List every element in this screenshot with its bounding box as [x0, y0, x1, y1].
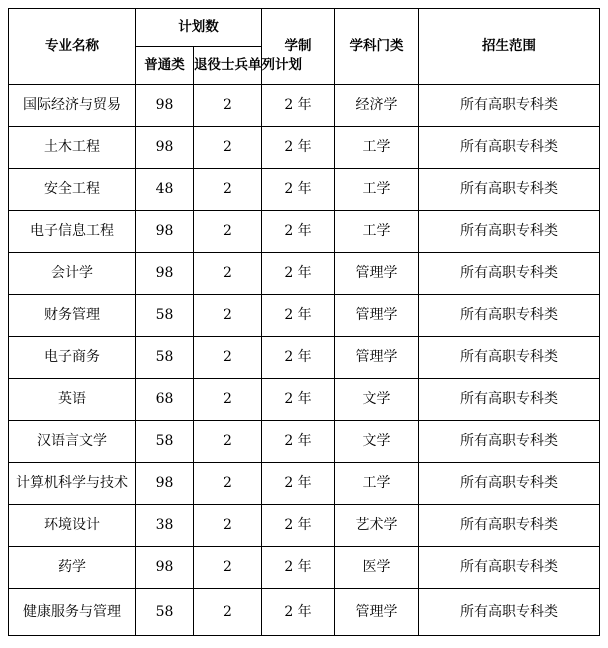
cell-regular: 58 [136, 589, 194, 636]
cell-category: 经济学 [335, 85, 419, 127]
cell-scope: 所有高职专科类 [419, 127, 600, 169]
cell-duration: 2 年 [262, 463, 335, 505]
cell-major: 健康服务与管理 [9, 589, 136, 636]
cell-regular: 48 [136, 169, 194, 211]
cell-veteran: 2 [194, 547, 262, 589]
cell-category: 医学 [335, 547, 419, 589]
table-row [9, 505, 600, 547]
cell-duration: 2 年 [262, 253, 335, 295]
cell-duration: 2 年 [262, 589, 335, 636]
cell-duration: 2 年 [262, 379, 335, 421]
header-major: 专业名称 [9, 9, 136, 85]
cell-regular: 68 [136, 379, 194, 421]
cell-category: 工学 [335, 169, 419, 211]
cell-regular: 58 [136, 295, 194, 337]
table-row [9, 169, 600, 211]
cell-major: 英语 [9, 379, 136, 421]
cell-category: 管理学 [335, 589, 419, 636]
cell-scope: 所有高职专科类 [419, 169, 600, 211]
cell-scope: 所有高职专科类 [419, 421, 600, 463]
cell-major: 财务管理 [9, 295, 136, 337]
cell-major: 电子信息工程 [9, 211, 136, 253]
cell-duration: 2 年 [262, 421, 335, 463]
header-duration: 学制 [262, 9, 335, 85]
cell-category: 工学 [335, 211, 419, 253]
cell-scope: 所有高职专科类 [419, 295, 600, 337]
header-regular: 普通类 [136, 47, 194, 85]
cell-veteran: 2 [194, 421, 262, 463]
cell-duration: 2 年 [262, 169, 335, 211]
cell-duration: 2 年 [262, 337, 335, 379]
cell-major: 药学 [9, 547, 136, 589]
table-row [9, 547, 600, 589]
header-scope: 招生范围 [419, 9, 600, 85]
cell-major: 会计学 [9, 253, 136, 295]
cell-regular: 98 [136, 211, 194, 253]
cell-regular: 98 [136, 463, 194, 505]
cell-category: 工学 [335, 463, 419, 505]
cell-duration: 2 年 [262, 85, 335, 127]
cell-veteran: 2 [194, 337, 262, 379]
table-row [9, 295, 600, 337]
cell-veteran: 2 [194, 127, 262, 169]
cell-major: 计算机科学与技术 [9, 463, 136, 505]
cell-major: 土木工程 [9, 127, 136, 169]
cell-major: 环境设计 [9, 505, 136, 547]
table-row [9, 379, 600, 421]
cell-scope: 所有高职专科类 [419, 547, 600, 589]
cell-regular: 58 [136, 337, 194, 379]
cell-major: 电子商务 [9, 337, 136, 379]
cell-category: 文学 [335, 379, 419, 421]
table-row [9, 127, 600, 169]
cell-scope: 所有高职专科类 [419, 589, 600, 636]
cell-scope: 所有高职专科类 [419, 211, 600, 253]
cell-regular: 98 [136, 547, 194, 589]
table-row [9, 337, 600, 379]
cell-veteran: 2 [194, 85, 262, 127]
cell-veteran: 2 [194, 589, 262, 636]
table-row [9, 463, 600, 505]
cell-scope: 所有高职专科类 [419, 85, 600, 127]
cell-duration: 2 年 [262, 211, 335, 253]
cell-category: 文学 [335, 421, 419, 463]
cell-duration: 2 年 [262, 505, 335, 547]
cell-major: 安全工程 [9, 169, 136, 211]
cell-regular: 98 [136, 85, 194, 127]
cell-regular: 98 [136, 253, 194, 295]
cell-category: 管理学 [335, 295, 419, 337]
cell-scope: 所有高职专科类 [419, 505, 600, 547]
header-veteran: 退役士兵单列计划 [194, 47, 262, 85]
cell-category: 管理学 [335, 337, 419, 379]
table-body [9, 85, 600, 636]
header-row-top [9, 9, 600, 47]
cell-veteran: 2 [194, 169, 262, 211]
enrollment-plan-table [8, 8, 600, 636]
cell-veteran: 2 [194, 379, 262, 421]
header-category: 学科门类 [335, 9, 419, 85]
cell-duration: 2 年 [262, 127, 335, 169]
cell-category: 艺术学 [335, 505, 419, 547]
cell-scope: 所有高职专科类 [419, 463, 600, 505]
table-row [9, 211, 600, 253]
table-row [9, 253, 600, 295]
cell-category: 工学 [335, 127, 419, 169]
cell-duration: 2 年 [262, 547, 335, 589]
cell-regular: 58 [136, 421, 194, 463]
cell-major: 国际经济与贸易 [9, 85, 136, 127]
header-plan: 计划数 [136, 9, 262, 47]
cell-duration: 2 年 [262, 295, 335, 337]
cell-veteran: 2 [194, 211, 262, 253]
cell-scope: 所有高职专科类 [419, 253, 600, 295]
cell-scope: 所有高职专科类 [419, 337, 600, 379]
cell-veteran: 2 [194, 295, 262, 337]
cell-category: 管理学 [335, 253, 419, 295]
cell-major: 汉语言文学 [9, 421, 136, 463]
table-row [9, 421, 600, 463]
cell-veteran: 2 [194, 505, 262, 547]
cell-veteran: 2 [194, 463, 262, 505]
cell-veteran: 2 [194, 253, 262, 295]
cell-regular: 38 [136, 505, 194, 547]
table-row [9, 85, 600, 127]
table-row [9, 589, 600, 636]
cell-regular: 98 [136, 127, 194, 169]
cell-scope: 所有高职专科类 [419, 379, 600, 421]
